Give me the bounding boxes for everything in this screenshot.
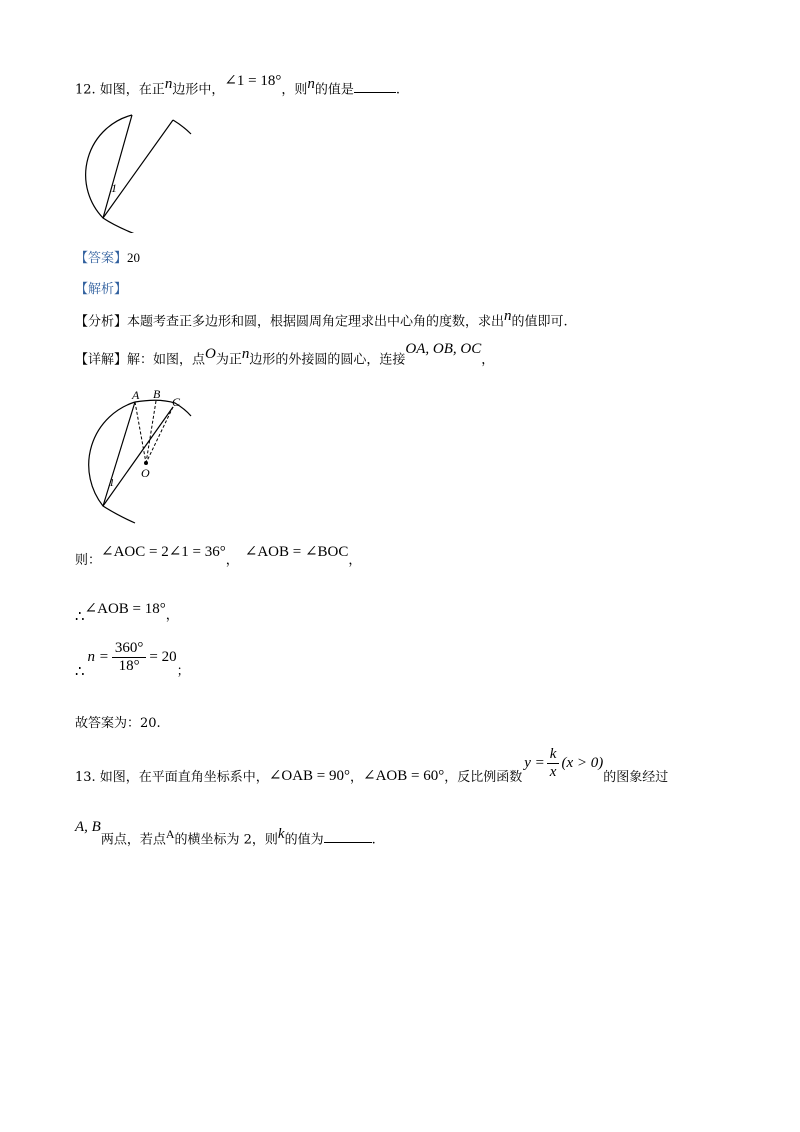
step3-fraction xyxy=(112,640,147,674)
step3-rhs: = 20 xyxy=(149,648,177,665)
q12-n2: n xyxy=(307,76,315,92)
fig1-chord-left xyxy=(103,115,132,218)
detail-text3: 边形的外接圆的圆心，连接 xyxy=(249,352,406,368)
step1-line xyxy=(75,544,362,569)
fenxi-tag: 【分析】 xyxy=(75,314,128,330)
fig2-chord-AC xyxy=(103,407,173,506)
fenxi-line xyxy=(75,308,568,329)
step3-den: 18° xyxy=(118,657,140,674)
q13-line1 xyxy=(75,746,669,785)
analysis-line xyxy=(75,278,127,297)
q12-mid: 边形中， xyxy=(172,82,225,98)
step3-end: ； xyxy=(176,663,190,679)
fig1-arc-right xyxy=(173,120,191,134)
q13-comma: ， xyxy=(350,769,364,785)
detail-text2: 为正 xyxy=(215,352,242,368)
conclusion-line: 故答案为：20. xyxy=(75,716,161,731)
fig2-center-dot xyxy=(144,461,148,465)
fig2-chord-OA-side xyxy=(103,402,135,506)
step2-eq: ∠AOB = 18° xyxy=(84,601,166,617)
step1-prefix: 则： xyxy=(75,553,102,568)
step2-end: ， xyxy=(165,608,179,623)
step1-eq1: ∠AOC = 2∠1 = 36° xyxy=(101,544,226,560)
step3-line xyxy=(75,640,190,680)
fenxi-tail: 的值即可. xyxy=(511,314,568,330)
fig2-OC xyxy=(146,407,173,463)
q13-A: A xyxy=(165,827,175,841)
step1-eq2: ∠AOB = ∠BOC xyxy=(244,544,349,560)
q13-fraction xyxy=(547,746,560,780)
step3-lhs: n = xyxy=(87,648,109,665)
fig1-label-1: 1 xyxy=(111,181,117,195)
analysis-tag: 【解析】 xyxy=(75,282,128,297)
q13-line2 xyxy=(75,819,376,848)
fig2-label-1: 1 xyxy=(109,477,115,489)
step1-sep: ， xyxy=(225,553,239,568)
figure-1 xyxy=(75,108,200,233)
q12-number: 12. 如图，在正 xyxy=(75,82,165,98)
step3-therefore: ∴ xyxy=(75,662,85,680)
detail-comma: ， xyxy=(481,352,495,368)
q13-k2: k xyxy=(277,826,285,842)
fenxi-text: 本题考查正多边形和圆，根据圆周角定理求出中心角的度数，求出 xyxy=(127,314,505,330)
fig2-arc xyxy=(89,402,135,523)
q12-line xyxy=(75,73,401,98)
detail-text1: 解：如图，点 xyxy=(127,352,206,368)
step2-therefore: ∴ xyxy=(75,607,85,625)
detail-n: n xyxy=(241,346,250,362)
q13-k: k xyxy=(547,746,560,764)
step3-num: 360° xyxy=(112,640,147,658)
q12-n: n xyxy=(164,76,173,92)
q12-angle: ∠1 = 18° xyxy=(224,73,282,90)
fenxi-n: n xyxy=(504,308,512,324)
q13-end: . xyxy=(371,832,376,848)
fig2-label-B: B xyxy=(153,387,161,401)
detail-tag: 【详解】 xyxy=(75,352,128,368)
q13-intro: 13. 如图，在平面直角坐标系中， xyxy=(75,769,269,785)
fig1-chord-right xyxy=(103,120,173,218)
q13-x: x xyxy=(549,763,557,780)
q12-end: . xyxy=(395,82,401,98)
q13-AB: A, B xyxy=(75,819,101,836)
fig2-label-O: O xyxy=(141,466,150,480)
detail-line xyxy=(75,341,495,368)
fig2-label-C: C xyxy=(172,395,181,409)
step1-end: ， xyxy=(348,553,362,568)
answer-line xyxy=(75,247,140,266)
q13-eq1: ∠OAB = 90° xyxy=(268,767,351,784)
q12-then: ，则 xyxy=(281,82,308,98)
q13-eq2: ∠AOB = 60° xyxy=(363,767,445,784)
answer-tag: 【答案】 xyxy=(75,251,128,266)
q13-text-2a: 两点，若点 xyxy=(100,832,166,848)
q13-cond: (x > 0) xyxy=(561,754,604,771)
q12-tail: 的值是 xyxy=(314,82,354,98)
q13-y: y = xyxy=(524,754,545,771)
detail-O: O xyxy=(205,346,216,362)
q13-text-c: 的图象经过 xyxy=(603,769,669,785)
detail-segs: OA, OB, OC xyxy=(405,341,482,358)
fig2-label-A: A xyxy=(132,388,140,402)
step2-line xyxy=(75,598,179,625)
q13-blank xyxy=(324,830,372,843)
figure-2 xyxy=(75,385,200,525)
fig2-arc-top xyxy=(135,400,191,416)
q12-blank xyxy=(354,80,396,93)
q13-text-2c: 的值为 xyxy=(284,832,324,848)
q13-text-2b: 的横坐标为 2，则 xyxy=(174,832,278,848)
answer-value: 20 xyxy=(127,250,141,265)
q13-text-b: ，反比例函数 xyxy=(444,769,523,785)
